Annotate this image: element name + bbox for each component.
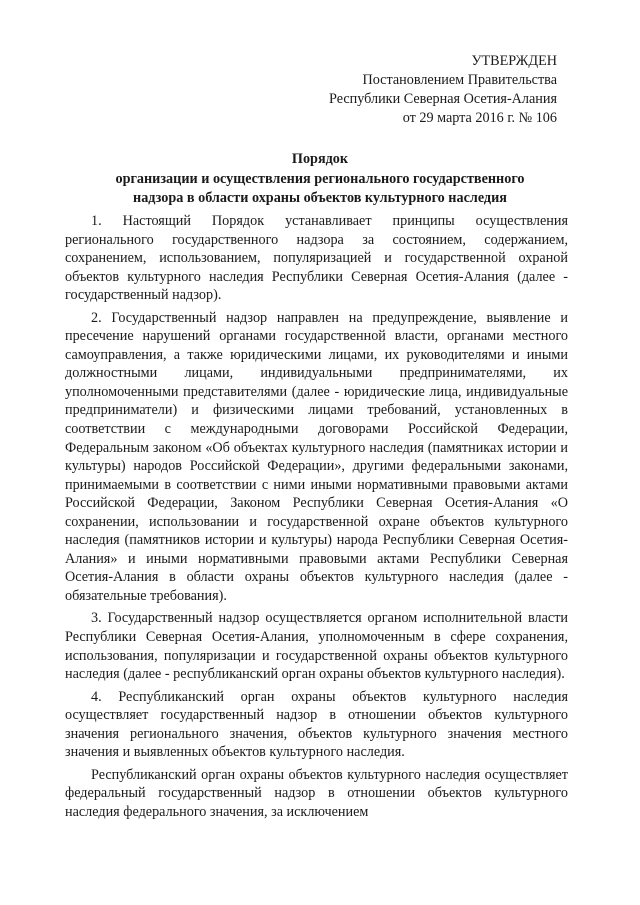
title-line-2: организации и осуществления регионального государственного xyxy=(115,170,525,187)
paragraph-5: Республиканский орган охраны объектов культурного наследия осуществляет федеральный государственный надзор в отношении объектов культурного наследия федерального значения, за исключением xyxy=(65,766,568,820)
approval-stamp xyxy=(329,52,557,128)
paragraph-4: 4. Республиканский орган охраны объектов культурного наследия осуществляет государственный надзор в отношении объектов культурного значения регионального значения, объектов культурного значения местного значения и выявленных объектов культурного наследия. xyxy=(65,688,568,761)
document-body xyxy=(65,212,568,826)
document-title xyxy=(60,150,580,209)
title-line-1: Порядок xyxy=(291,151,349,167)
approval-republic: Республики Северная Осетия-Алания xyxy=(328,91,557,107)
approval-date-number: от 29 марта 2016 г. № 106 xyxy=(402,110,557,126)
title-line-3: надзора в области охраны объектов культурного наследия xyxy=(133,190,507,206)
approval-resolution: Постановлением Правительства xyxy=(362,72,557,88)
approval-heading: УТВЕРЖДЕН xyxy=(471,53,557,69)
paragraph-3: 3. Государственный надзор осуществляется органом исполнительной власти Республики Северная Осетия-Алания, уполномоченным в сфере сохранения, использования, популяризации и государственной охраны объектов культурного наследия (далее - республиканский орган охраны объектов культурного наследия). xyxy=(65,610,568,683)
paragraph-2: 2. Государственный надзор направлен на предупреждение, выявление и пресечение нарушений органами государственной власти, органами местного самоуправления, а также юридическими лицами, их руководителями и иными должностными лицами, индивидуальными предпринимателями, их уполномоченными представителями (далее - юридические лица, индивидуальные предприниматели) и физическими лицами требований, установленных в соответствии с международными договорами Российской Федерации, Федеральным законом «Об объектах культурного наследия (памятниках истории и культуры) народов Российской Федерации», другими федеральными законами, принимаемыми в соответствии с ними иными нормативными правовыми актами Российской Федерации, Законом Республики Северная Осетия-Алания «О сохранении, использовании и государственной охране объектов культурного наследия (памятников истории и культуры) народа Республики Северная Осетия-Алания» и иными нормативными правовыми актами Республики Северная Осетия-Алания в области охраны объектов культурного наследия (далее - обязательные требования). xyxy=(65,309,568,604)
paragraph-1: 1. Настоящий Порядок устанавливает принципы осуществления регионального государственного надзора за состоянием, содержанием, сохранением, использованием, популяризацией и государственной охраной объектов культурного наследия Республики Северная Осетия-Алания (далее - государственный надзор). xyxy=(65,213,568,304)
